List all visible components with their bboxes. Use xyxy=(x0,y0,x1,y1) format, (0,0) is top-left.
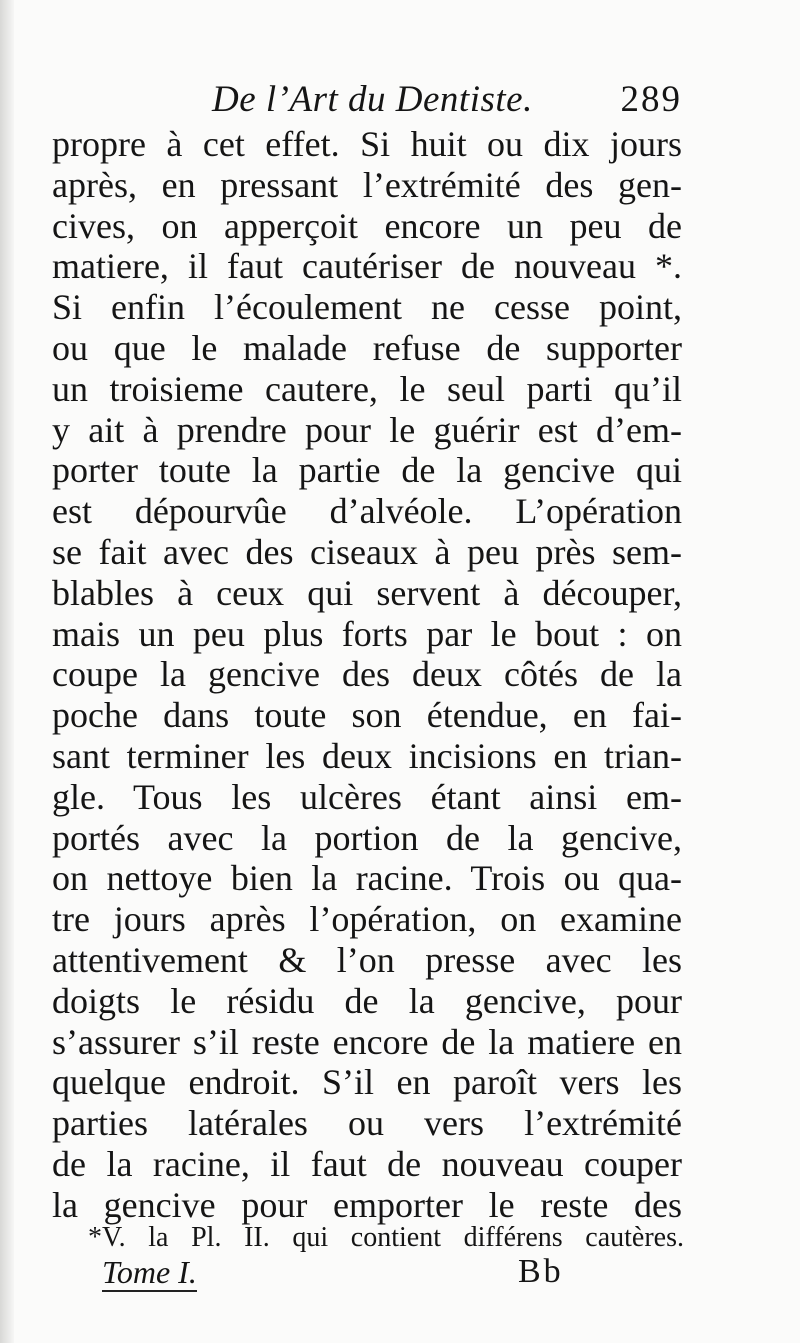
text-line: gle. Tous les ulcères étant ainsi em- xyxy=(52,776,682,817)
text-line: y ait à prendre pour le guérir est d’em- xyxy=(52,409,682,450)
text-line: se fait avec des ciseaux à peu près sem- xyxy=(52,531,682,572)
text-line: de la racine, il faut de nouveau couper xyxy=(52,1143,682,1184)
text-line: porter toute la partie de la gencive qui xyxy=(52,450,682,491)
text-line: coupe la gencive des deux côtés de la xyxy=(52,654,682,695)
text-line: après, en pressant l’extrémité des gen- xyxy=(52,164,682,205)
text-line: matiere, il faut cautériser de nouveau *. xyxy=(52,246,682,287)
signature-mark: Bb xyxy=(518,1253,564,1290)
text-line: parties latérales ou vers l’extrémité xyxy=(52,1103,682,1144)
text-line: attentivement & l’on presse avec les xyxy=(52,939,682,980)
text-line: cives, on apperçoit encore un peu de xyxy=(52,205,682,246)
text-line: poche dans toute son étendue, en fai- xyxy=(52,695,682,736)
text-line: mais un peu plus forts par le bout : on xyxy=(52,613,682,654)
page-header xyxy=(52,76,682,126)
text-line: on nettoye bien la racine. Trois ou qua- xyxy=(52,858,682,899)
volume-signature xyxy=(102,1250,197,1294)
text-line: la gencive pour emporter le reste des xyxy=(52,1184,682,1225)
text-line: s’assurer s’il reste encore de la matiere en xyxy=(52,1021,682,1062)
running-title: De l’Art du Dentiste. xyxy=(212,79,533,120)
footnote: *V. la Pl. II. qui contient différens cautères. xyxy=(88,1222,684,1253)
text-line: sant terminer les deux incisions en trian- xyxy=(52,735,682,776)
text-line: quelque endroit. S’il en paroît vers les xyxy=(52,1062,682,1103)
text-line: un troisieme cautere, le seul parti qu’il xyxy=(52,368,682,409)
text-line: blables à ceux qui servent à découper, xyxy=(52,572,682,613)
text-line: propre à cet effet. Si huit ou dix jours xyxy=(52,124,682,164)
page-edge-shadow xyxy=(0,0,14,1343)
volume-label: Tome I. xyxy=(102,1254,197,1290)
page-number: 289 xyxy=(620,79,682,120)
text-line: est dépourvûe d’alvéole. L’opération xyxy=(52,491,682,532)
text-line: Si enfin l’écoulement ne cesse point, xyxy=(52,287,682,328)
text-line: ou que le malade refuse de supporter xyxy=(52,327,682,368)
text-line: tre jours après l’opération, on examine xyxy=(52,899,682,940)
body-text xyxy=(52,124,682,1226)
text-line: doigts le résidu de la gencive, pour xyxy=(52,980,682,1021)
text-line: portés avec la portion de la gencive, xyxy=(52,817,682,858)
